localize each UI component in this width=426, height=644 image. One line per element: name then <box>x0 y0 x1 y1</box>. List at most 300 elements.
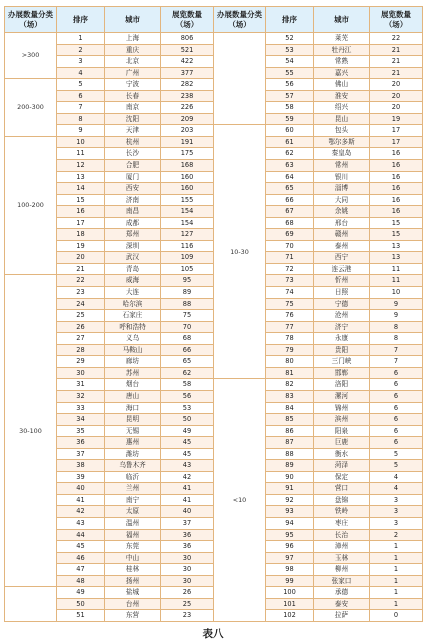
city-cell: 中山 <box>105 552 161 564</box>
rank-cell: 100 <box>266 587 314 599</box>
rank-cell: 19 <box>57 240 105 252</box>
city-cell: 忻州 <box>314 275 370 287</box>
city-cell: 泰州 <box>314 240 370 252</box>
category-cell: <10 <box>214 379 266 621</box>
city-cell: 赣州 <box>314 229 370 241</box>
rank-cell: 28 <box>57 344 105 356</box>
rank-cell: 56 <box>266 79 314 91</box>
count-cell: 75 <box>161 310 214 322</box>
rank-cell: 58 <box>266 102 314 114</box>
city-cell: 盐城 <box>105 587 161 599</box>
header-city-left: 城市 <box>105 7 161 33</box>
city-cell: 锦州 <box>314 402 370 414</box>
rank-cell: 52 <box>266 33 314 45</box>
city-cell: 广州 <box>105 67 161 79</box>
city-cell: 滨州 <box>314 414 370 426</box>
rank-cell: 46 <box>57 552 105 564</box>
count-cell: 20 <box>370 102 423 114</box>
count-cell: 1 <box>370 598 423 610</box>
rank-cell: 59 <box>266 113 314 125</box>
city-cell: 包头 <box>314 125 370 137</box>
count-cell: 9 <box>370 310 423 322</box>
rank-cell: 76 <box>266 310 314 322</box>
city-cell: 菏泽 <box>314 460 370 472</box>
city-cell: 邢台 <box>314 217 370 229</box>
city-cell: 佛山 <box>314 79 370 91</box>
rank-cell: 24 <box>57 298 105 310</box>
rank-cell: 27 <box>57 333 105 345</box>
rank-cell: 42 <box>57 506 105 518</box>
count-cell: 56 <box>161 390 214 402</box>
count-cell: 45 <box>161 448 214 460</box>
count-cell: 10 <box>370 287 423 299</box>
city-cell: 武汉 <box>105 252 161 264</box>
count-cell: 22 <box>370 33 423 45</box>
category-cell: 200-300 <box>5 79 57 137</box>
count-cell: 16 <box>370 194 423 206</box>
count-cell: 6 <box>370 425 423 437</box>
city-cell: 乌鲁木齐 <box>105 460 161 472</box>
rank-cell: 84 <box>266 402 314 414</box>
rank-cell: 75 <box>266 298 314 310</box>
count-cell: 175 <box>161 148 214 160</box>
count-cell: 1 <box>370 541 423 553</box>
count-cell: 42 <box>161 471 214 483</box>
city-cell: 衡水 <box>314 448 370 460</box>
table-caption: 表八 <box>202 628 224 640</box>
count-cell: 154 <box>161 206 214 218</box>
count-cell: 43 <box>161 460 214 472</box>
rank-cell: 30 <box>57 367 105 379</box>
city-cell: 呼和浩特 <box>105 321 161 333</box>
city-cell: 海口 <box>105 402 161 414</box>
count-cell: 11 <box>370 275 423 287</box>
city-cell: 东营 <box>105 610 161 622</box>
count-cell: 45 <box>161 437 214 449</box>
city-cell: 淄博 <box>314 183 370 195</box>
count-cell: 105 <box>161 263 214 275</box>
category-cell <box>5 587 57 622</box>
city-cell: 东莞 <box>105 541 161 553</box>
count-cell: 30 <box>161 575 214 587</box>
city-cell: 淮安 <box>314 90 370 102</box>
category-cell: 10-30 <box>214 125 266 379</box>
table-row <box>5 379 423 391</box>
count-cell: 11 <box>370 263 423 275</box>
city-cell: 宁波 <box>105 79 161 91</box>
count-cell: 16 <box>370 206 423 218</box>
count-cell: 3 <box>370 506 423 518</box>
city-cell: 兰州 <box>105 483 161 495</box>
city-cell: 拉萨 <box>314 610 370 622</box>
city-cell: 青岛 <box>105 263 161 275</box>
rank-cell: 16 <box>57 206 105 218</box>
rank-cell: 92 <box>266 494 314 506</box>
count-cell: 53 <box>161 402 214 414</box>
count-cell: 8 <box>370 321 423 333</box>
city-cell: 阳泉 <box>314 425 370 437</box>
city-cell: 合肥 <box>105 160 161 172</box>
category-cell: 100-200 <box>5 136 57 275</box>
count-cell: 16 <box>370 148 423 160</box>
count-cell: 50 <box>161 414 214 426</box>
city-cell: 长沙 <box>105 148 161 160</box>
city-cell: 长治 <box>314 529 370 541</box>
city-cell: 泰安 <box>314 598 370 610</box>
city-cell: 铁岭 <box>314 506 370 518</box>
rank-cell: 53 <box>266 44 314 56</box>
count-cell: 37 <box>161 517 214 529</box>
rank-cell: 102 <box>266 610 314 622</box>
count-cell: 377 <box>161 67 214 79</box>
count-cell: 21 <box>370 67 423 79</box>
city-cell: 上海 <box>105 33 161 45</box>
count-cell: 806 <box>161 33 214 45</box>
count-cell: 58 <box>161 379 214 391</box>
count-cell: 25 <box>161 598 214 610</box>
city-cell: 连云港 <box>314 263 370 275</box>
count-cell: 5 <box>370 448 423 460</box>
rank-cell: 13 <box>57 171 105 183</box>
count-cell: 7 <box>370 356 423 368</box>
rank-cell: 38 <box>57 460 105 472</box>
header-count-right: 展览数量 （场） <box>370 7 423 33</box>
count-cell: 160 <box>161 171 214 183</box>
city-cell: 福州 <box>105 529 161 541</box>
rank-cell: 82 <box>266 379 314 391</box>
city-cell: 柳州 <box>314 564 370 576</box>
rank-cell: 60 <box>266 125 314 137</box>
count-cell: 41 <box>161 483 214 495</box>
count-cell: 20 <box>370 90 423 102</box>
rank-cell: 9 <box>57 125 105 137</box>
count-cell: 16 <box>370 160 423 172</box>
rank-cell: 47 <box>57 564 105 576</box>
city-cell: 义乌 <box>105 333 161 345</box>
count-cell: 6 <box>370 414 423 426</box>
rank-cell: 20 <box>57 252 105 264</box>
count-cell: 1 <box>370 552 423 564</box>
city-cell: 邯郸 <box>314 367 370 379</box>
rank-cell: 39 <box>57 471 105 483</box>
count-cell: 95 <box>161 275 214 287</box>
rank-cell: 51 <box>57 610 105 622</box>
city-cell: 苏州 <box>105 367 161 379</box>
rank-cell: 78 <box>266 333 314 345</box>
city-cell: 威海 <box>105 275 161 287</box>
count-cell: 154 <box>161 217 214 229</box>
rank-cell: 62 <box>266 148 314 160</box>
count-cell: 116 <box>161 240 214 252</box>
count-cell: 23 <box>161 610 214 622</box>
city-cell: 大连 <box>105 287 161 299</box>
rank-cell: 23 <box>57 287 105 299</box>
count-cell: 6 <box>370 367 423 379</box>
count-cell: 1 <box>370 564 423 576</box>
count-cell: 127 <box>161 229 214 241</box>
rank-cell: 6 <box>57 90 105 102</box>
rank-cell: 50 <box>57 598 105 610</box>
header-city-right: 城市 <box>314 7 370 33</box>
city-cell: 石家庄 <box>105 310 161 322</box>
count-cell: 160 <box>161 183 214 195</box>
city-cell: 深圳 <box>105 240 161 252</box>
rank-cell: 86 <box>266 425 314 437</box>
rank-cell: 71 <box>266 252 314 264</box>
rank-cell: 17 <box>57 217 105 229</box>
city-cell: 漳州 <box>314 541 370 553</box>
rank-cell: 54 <box>266 56 314 68</box>
count-cell: 9 <box>370 298 423 310</box>
count-cell: 1 <box>370 575 423 587</box>
count-cell: 0 <box>370 610 423 622</box>
city-cell: 太原 <box>105 506 161 518</box>
city-cell: 临沂 <box>105 471 161 483</box>
city-cell: 日照 <box>314 287 370 299</box>
count-cell: 521 <box>161 44 214 56</box>
city-cell: 嘉兴 <box>314 67 370 79</box>
rank-cell: 85 <box>266 414 314 426</box>
rank-cell: 101 <box>266 598 314 610</box>
count-cell: 36 <box>161 529 214 541</box>
header-count-left: 展览数量 （场） <box>161 7 214 33</box>
rank-cell: 57 <box>266 90 314 102</box>
rank-cell: 29 <box>57 356 105 368</box>
count-cell: 30 <box>161 552 214 564</box>
rank-cell: 55 <box>266 67 314 79</box>
rank-cell: 63 <box>266 160 314 172</box>
city-cell: 常熟 <box>314 56 370 68</box>
rank-cell: 7 <box>57 102 105 114</box>
city-cell: 郑州 <box>105 229 161 241</box>
city-cell: 哈尔滨 <box>105 298 161 310</box>
city-cell: 大同 <box>314 194 370 206</box>
rank-cell: 65 <box>266 183 314 195</box>
rank-cell: 32 <box>57 390 105 402</box>
rank-cell: 83 <box>266 390 314 402</box>
count-cell: 2 <box>370 529 423 541</box>
count-cell: 13 <box>370 240 423 252</box>
count-cell: 70 <box>161 321 214 333</box>
rank-cell: 96 <box>266 541 314 553</box>
city-cell: 玉林 <box>314 552 370 564</box>
city-cell: 长春 <box>105 90 161 102</box>
city-cell: 贵阳 <box>314 344 370 356</box>
city-cell: 南昌 <box>105 206 161 218</box>
city-cell: 昆山 <box>314 113 370 125</box>
rank-cell: 41 <box>57 494 105 506</box>
rank-cell: 21 <box>57 263 105 275</box>
count-cell: 88 <box>161 298 214 310</box>
city-cell: 巨鹿 <box>314 437 370 449</box>
rank-cell: 8 <box>57 113 105 125</box>
city-cell: 张家口 <box>314 575 370 587</box>
city-cell: 盘锦 <box>314 494 370 506</box>
city-cell: 营口 <box>314 483 370 495</box>
header-rank-left: 排序 <box>57 7 105 33</box>
header-rank-right: 排序 <box>266 7 314 33</box>
rank-cell: 10 <box>57 136 105 148</box>
city-cell: 枣庄 <box>314 517 370 529</box>
rank-cell: 11 <box>57 148 105 160</box>
count-cell: 30 <box>161 564 214 576</box>
rank-cell: 98 <box>266 564 314 576</box>
rank-cell: 80 <box>266 356 314 368</box>
rank-cell: 48 <box>57 575 105 587</box>
city-cell: 莱芜 <box>314 33 370 45</box>
count-cell: 155 <box>161 194 214 206</box>
rank-cell: 90 <box>266 471 314 483</box>
city-cell: 常州 <box>314 160 370 172</box>
count-cell: 6 <box>370 390 423 402</box>
count-cell: 16 <box>370 183 423 195</box>
count-cell: 49 <box>161 425 214 437</box>
city-cell: 杭州 <box>105 136 161 148</box>
count-cell: 4 <box>370 471 423 483</box>
city-cell: 绍兴 <box>314 102 370 114</box>
city-cell: 洛阳 <box>314 379 370 391</box>
count-cell: 203 <box>161 125 214 137</box>
header-category-right: 办展数量分类 （场） <box>214 7 266 33</box>
table-body <box>5 33 423 622</box>
rank-cell: 97 <box>266 552 314 564</box>
city-cell: 牡丹江 <box>314 44 370 56</box>
category-cell <box>214 33 266 125</box>
rank-cell: 44 <box>57 529 105 541</box>
city-cell: 扬州 <box>105 575 161 587</box>
rank-cell: 87 <box>266 437 314 449</box>
city-cell: 宁德 <box>314 298 370 310</box>
city-cell: 唐山 <box>105 390 161 402</box>
count-cell: 1 <box>370 587 423 599</box>
count-cell: 19 <box>370 113 423 125</box>
count-cell: 17 <box>370 125 423 137</box>
city-cell: 鄂尔多斯 <box>314 136 370 148</box>
count-cell: 6 <box>370 437 423 449</box>
count-cell: 3 <box>370 494 423 506</box>
count-cell: 7 <box>370 344 423 356</box>
header-category-left: 办展数量分类 （场） <box>5 7 57 33</box>
rank-cell: 67 <box>266 206 314 218</box>
city-cell: 潍坊 <box>105 448 161 460</box>
rank-cell: 49 <box>57 587 105 599</box>
count-cell: 21 <box>370 56 423 68</box>
rank-cell: 88 <box>266 448 314 460</box>
city-cell: 沧州 <box>314 310 370 322</box>
count-cell: 65 <box>161 356 214 368</box>
count-cell: 36 <box>161 541 214 553</box>
city-cell: 成都 <box>105 217 161 229</box>
count-cell: 3 <box>370 517 423 529</box>
city-cell: 济南 <box>105 194 161 206</box>
rank-cell: 26 <box>57 321 105 333</box>
city-cell: 漯河 <box>314 390 370 402</box>
rank-cell: 81 <box>266 367 314 379</box>
rank-cell: 64 <box>266 171 314 183</box>
rank-cell: 1 <box>57 33 105 45</box>
rank-cell: 77 <box>266 321 314 333</box>
rank-cell: 35 <box>57 425 105 437</box>
exhibition-ranking-table <box>4 6 423 622</box>
city-cell: 南京 <box>105 102 161 114</box>
city-cell: 廊坊 <box>105 356 161 368</box>
count-cell: 17 <box>370 136 423 148</box>
rank-cell: 31 <box>57 379 105 391</box>
rank-cell: 25 <box>57 310 105 322</box>
city-cell: 马鞍山 <box>105 344 161 356</box>
rank-cell: 14 <box>57 183 105 195</box>
count-cell: 191 <box>161 136 214 148</box>
city-cell: 桂林 <box>105 564 161 576</box>
rank-cell: 99 <box>266 575 314 587</box>
city-cell: 余姚 <box>314 206 370 218</box>
count-cell: 89 <box>161 287 214 299</box>
table-row <box>5 33 423 45</box>
count-cell: 6 <box>370 402 423 414</box>
city-cell: 台州 <box>105 598 161 610</box>
count-cell: 6 <box>370 379 423 391</box>
count-cell: 422 <box>161 56 214 68</box>
rank-cell: 2 <box>57 44 105 56</box>
count-cell: 8 <box>370 333 423 345</box>
rank-cell: 93 <box>266 506 314 518</box>
count-cell: 40 <box>161 506 214 518</box>
city-cell: 厦门 <box>105 171 161 183</box>
rank-cell: 95 <box>266 529 314 541</box>
rank-cell: 12 <box>57 160 105 172</box>
rank-cell: 70 <box>266 240 314 252</box>
rank-cell: 22 <box>57 275 105 287</box>
count-cell: 15 <box>370 217 423 229</box>
count-cell: 209 <box>161 113 214 125</box>
rank-cell: 69 <box>266 229 314 241</box>
city-cell: 天津 <box>105 125 161 137</box>
rank-cell: 37 <box>57 448 105 460</box>
city-cell: 济宁 <box>314 321 370 333</box>
rank-cell: 43 <box>57 517 105 529</box>
rank-cell: 79 <box>266 344 314 356</box>
rank-cell: 33 <box>57 402 105 414</box>
category-cell: >300 <box>5 33 57 79</box>
count-cell: 26 <box>161 587 214 599</box>
rank-cell: 68 <box>266 217 314 229</box>
rank-cell: 3 <box>57 56 105 68</box>
city-cell: 烟台 <box>105 379 161 391</box>
count-cell: 5 <box>370 460 423 472</box>
count-cell: 16 <box>370 171 423 183</box>
city-cell: 温州 <box>105 517 161 529</box>
rank-cell: 91 <box>266 483 314 495</box>
count-cell: 66 <box>161 344 214 356</box>
rank-cell: 61 <box>266 136 314 148</box>
city-cell: 承德 <box>314 587 370 599</box>
rank-cell: 4 <box>57 67 105 79</box>
rank-cell: 34 <box>57 414 105 426</box>
rank-cell: 45 <box>57 541 105 553</box>
count-cell: 4 <box>370 483 423 495</box>
city-cell: 北京 <box>105 56 161 68</box>
rank-cell: 73 <box>266 275 314 287</box>
count-cell: 15 <box>370 229 423 241</box>
city-cell: 无锡 <box>105 425 161 437</box>
count-cell: 226 <box>161 102 214 114</box>
count-cell: 21 <box>370 44 423 56</box>
rank-cell: 74 <box>266 287 314 299</box>
count-cell: 13 <box>370 252 423 264</box>
city-cell: 永康 <box>314 333 370 345</box>
table-row <box>5 125 423 137</box>
city-cell: 银川 <box>314 171 370 183</box>
